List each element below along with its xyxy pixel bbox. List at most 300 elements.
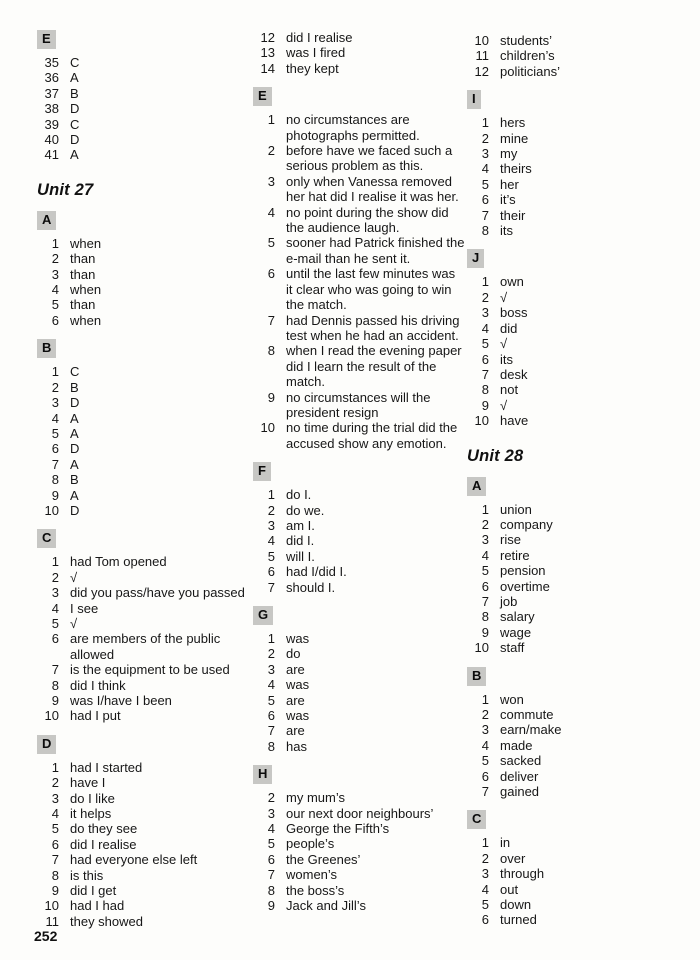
answer-column-left bbox=[37, 0, 249, 930]
answer-number: 1 bbox=[481, 835, 489, 851]
answer-number: 4 bbox=[481, 881, 489, 897]
answer-number: 7 bbox=[267, 579, 275, 595]
answer-text: when I read the evening paper did I learn the result of the match. bbox=[286, 343, 462, 390]
answer-number: 11 bbox=[45, 913, 59, 929]
answer-item bbox=[467, 835, 681, 850]
answer-item bbox=[37, 441, 249, 456]
answer-item bbox=[37, 554, 249, 569]
answer-number: 10 bbox=[44, 502, 59, 518]
answer-number: 2 bbox=[267, 143, 275, 159]
answer-number: 7 bbox=[267, 867, 275, 883]
answer-item bbox=[37, 760, 249, 775]
answer-item bbox=[37, 821, 249, 836]
answer-item bbox=[253, 580, 465, 595]
answer-text: salary bbox=[500, 609, 535, 625]
answer-text: company bbox=[500, 516, 553, 532]
answer-text: have bbox=[500, 413, 529, 429]
answer-item bbox=[253, 533, 465, 548]
answer-number: 37 bbox=[44, 85, 59, 101]
answer-number: 1 bbox=[267, 487, 275, 503]
answer-item bbox=[467, 784, 681, 799]
section-letter: B bbox=[467, 667, 486, 686]
answer-text: was I fired bbox=[286, 45, 346, 61]
answer-text: the Greenes’ bbox=[286, 851, 361, 867]
answer-number: 3 bbox=[481, 532, 489, 548]
answer-item bbox=[467, 352, 681, 367]
answer-number: 8 bbox=[51, 677, 59, 693]
answer-number: 1 bbox=[481, 274, 489, 290]
answer-text: do I like bbox=[70, 790, 115, 806]
answer-item bbox=[467, 625, 681, 640]
answer-text: no circumstances are photographs permitted. bbox=[286, 112, 420, 143]
answer-text: did I think bbox=[70, 677, 126, 693]
answer-number: 6 bbox=[51, 631, 59, 647]
answer-text: C bbox=[70, 364, 80, 380]
answer-number: 4 bbox=[267, 533, 275, 549]
answer-text: deliver bbox=[500, 768, 539, 784]
answer-number: 1 bbox=[481, 115, 489, 131]
section-letter: F bbox=[253, 462, 271, 481]
answer-list bbox=[37, 760, 249, 929]
answer-item bbox=[467, 146, 681, 161]
answer-item bbox=[253, 390, 465, 421]
section-letter: A bbox=[467, 477, 486, 496]
answer-number: 5 bbox=[267, 548, 275, 564]
answer-text: mine bbox=[500, 130, 529, 146]
answer-item bbox=[467, 548, 681, 563]
answer-item bbox=[467, 382, 681, 397]
answer-number: 10 bbox=[44, 708, 59, 724]
answer-item bbox=[467, 722, 681, 737]
answer-number: 6 bbox=[481, 192, 489, 208]
answer-list bbox=[253, 790, 465, 913]
answer-text: boss bbox=[500, 305, 528, 321]
answer-number: 2 bbox=[51, 569, 59, 585]
answer-text: children’s bbox=[500, 48, 555, 64]
answer-item bbox=[253, 852, 465, 867]
answer-text: do I. bbox=[286, 487, 312, 503]
answer-item bbox=[253, 235, 465, 266]
answer-list bbox=[253, 487, 465, 595]
answer-number: 7 bbox=[481, 593, 489, 609]
answer-text: D bbox=[70, 395, 80, 411]
answer-text: do we. bbox=[286, 502, 325, 518]
section-letter: I bbox=[467, 90, 481, 109]
answer-item bbox=[253, 420, 465, 451]
answer-text: the boss’s bbox=[286, 882, 345, 898]
answer-text: D bbox=[70, 101, 80, 117]
answer-number: 2 bbox=[267, 790, 275, 806]
answer-number: 2 bbox=[267, 646, 275, 662]
answer-text: when bbox=[70, 312, 102, 328]
answer-text: theirs bbox=[500, 161, 532, 177]
answer-text: in bbox=[500, 835, 511, 851]
answer-text: hers bbox=[500, 115, 526, 131]
answer-text: do they see bbox=[70, 821, 138, 837]
answer-item bbox=[37, 883, 249, 898]
answer-item bbox=[253, 143, 465, 174]
answer-text: had I/did I. bbox=[286, 564, 347, 580]
answer-text: when bbox=[70, 235, 102, 251]
answer-item bbox=[37, 101, 249, 116]
answer-number: 3 bbox=[267, 517, 275, 533]
answer-item bbox=[467, 398, 681, 413]
answer-text: out bbox=[500, 881, 519, 897]
answer-text: sacked bbox=[500, 753, 542, 769]
answer-item bbox=[37, 411, 249, 426]
answer-number: 6 bbox=[267, 266, 275, 282]
answer-text: overtime bbox=[500, 578, 550, 594]
answer-item bbox=[467, 502, 681, 517]
answer-number: 2 bbox=[481, 289, 489, 305]
answer-number: 1 bbox=[267, 112, 275, 128]
answer-item bbox=[467, 738, 681, 753]
answer-text: staff bbox=[500, 640, 525, 656]
answer-text: was bbox=[286, 631, 310, 646]
answer-list bbox=[467, 502, 681, 656]
section-header bbox=[467, 249, 681, 268]
unit-title: Unit 28 bbox=[467, 446, 524, 465]
answer-text: job bbox=[500, 593, 518, 609]
answer-item bbox=[253, 266, 465, 312]
answer-item bbox=[37, 488, 249, 503]
answer-item bbox=[467, 413, 681, 428]
answer-item bbox=[467, 161, 681, 176]
answer-item bbox=[467, 851, 681, 866]
answer-text: women’s bbox=[286, 867, 338, 883]
answer-text: their bbox=[500, 207, 526, 223]
answer-number: 14 bbox=[260, 60, 275, 76]
answer-text: has bbox=[286, 738, 307, 754]
answer-item bbox=[467, 866, 681, 881]
answer-number: 10 bbox=[44, 898, 59, 914]
answer-number: 9 bbox=[481, 397, 489, 413]
answer-number: 41 bbox=[44, 147, 59, 163]
answer-number: 6 bbox=[481, 351, 489, 367]
answer-number: 3 bbox=[481, 722, 489, 738]
unit-title: Unit 27 bbox=[37, 180, 94, 199]
answer-text: only when Vanessa removed her hat did I realise it was her. bbox=[286, 173, 459, 205]
section-letter: D bbox=[37, 735, 56, 754]
answer-number: 4 bbox=[267, 821, 275, 837]
section-header bbox=[467, 667, 681, 686]
answer-number: 8 bbox=[51, 867, 59, 883]
answer-text: until the last few minutes was it clear who was going to win the match. bbox=[286, 266, 456, 313]
answer-item bbox=[37, 616, 249, 631]
answer-text: commute bbox=[500, 707, 554, 722]
answer-number: 4 bbox=[481, 161, 489, 177]
answer-text: sooner had Patrick finished the e-mail than he sent it. bbox=[286, 235, 465, 266]
answer-number: 3 bbox=[51, 790, 59, 806]
answer-list bbox=[467, 835, 681, 927]
answer-number: 1 bbox=[481, 691, 489, 707]
answer-number: 5 bbox=[51, 297, 59, 313]
answer-text: √ bbox=[500, 289, 508, 305]
answer-text: do bbox=[286, 646, 301, 662]
answer-item bbox=[253, 112, 465, 143]
answer-item bbox=[37, 837, 249, 852]
section-header bbox=[37, 211, 249, 230]
answer-text: my mum’s bbox=[286, 790, 345, 806]
answer-text: no circumstances will the president resign bbox=[286, 389, 431, 420]
answer-number: 8 bbox=[481, 609, 489, 625]
answer-text: was I/have I been bbox=[70, 693, 172, 708]
answer-number: 6 bbox=[267, 851, 275, 867]
answer-item bbox=[37, 313, 249, 328]
answer-text: √ bbox=[500, 336, 508, 352]
answer-number: 1 bbox=[51, 759, 59, 775]
answer-number: 8 bbox=[267, 343, 275, 359]
answer-number: 10 bbox=[260, 420, 275, 436]
answer-number: 10 bbox=[474, 33, 489, 48]
answer-item bbox=[467, 305, 681, 320]
answer-text: are members of the public allowed bbox=[70, 631, 221, 662]
answer-text: are bbox=[286, 723, 305, 739]
answer-number: 5 bbox=[51, 821, 59, 837]
answer-number: 7 bbox=[481, 207, 489, 223]
answer-number: 5 bbox=[51, 425, 59, 441]
answer-text: own bbox=[500, 274, 524, 290]
answer-item bbox=[253, 867, 465, 882]
answer-item bbox=[37, 55, 249, 70]
answer-list bbox=[467, 33, 681, 79]
answer-item bbox=[253, 631, 465, 646]
answer-list bbox=[37, 55, 249, 163]
answer-column-middle bbox=[253, 0, 465, 915]
answer-item bbox=[37, 503, 249, 518]
answer-text: have I bbox=[70, 775, 106, 791]
answer-number: 4 bbox=[481, 547, 489, 563]
answer-text: am I. bbox=[286, 517, 315, 533]
answer-item bbox=[467, 223, 681, 238]
answer-item bbox=[467, 115, 681, 130]
answer-number: 8 bbox=[51, 472, 59, 488]
section-letter: B bbox=[37, 339, 56, 358]
answer-item bbox=[467, 753, 681, 768]
answer-item bbox=[253, 503, 465, 518]
section-header bbox=[253, 462, 465, 481]
answer-text: it’s bbox=[500, 192, 516, 208]
answer-text: √ bbox=[70, 569, 78, 585]
answer-number: 2 bbox=[481, 707, 489, 722]
answer-text: gained bbox=[500, 784, 540, 800]
answer-text: people’s bbox=[286, 836, 335, 852]
answer-text: will I. bbox=[286, 548, 315, 564]
answer-number: 2 bbox=[51, 251, 59, 267]
answer-number: 4 bbox=[481, 737, 489, 753]
answer-list bbox=[253, 30, 465, 76]
answer-item bbox=[253, 45, 465, 60]
answer-text: than bbox=[70, 251, 96, 267]
answer-number: 4 bbox=[267, 677, 275, 693]
answer-number: 2 bbox=[481, 516, 489, 532]
answer-text: A bbox=[70, 456, 79, 472]
answer-item bbox=[253, 205, 465, 236]
answer-item bbox=[37, 806, 249, 821]
answer-item bbox=[253, 518, 465, 533]
answer-item bbox=[253, 549, 465, 564]
answer-item bbox=[253, 662, 465, 677]
answer-text: wage bbox=[500, 624, 532, 640]
answer-number: 5 bbox=[481, 176, 489, 192]
section-letter: G bbox=[253, 606, 273, 625]
answer-list bbox=[253, 631, 465, 754]
answer-number: 9 bbox=[267, 389, 275, 405]
answer-list bbox=[37, 554, 249, 723]
answer-item bbox=[37, 868, 249, 883]
answer-number: 4 bbox=[51, 806, 59, 822]
answer-number: 6 bbox=[481, 768, 489, 784]
answer-item bbox=[37, 364, 249, 379]
answer-item bbox=[37, 147, 249, 162]
answer-item bbox=[467, 64, 681, 79]
answer-text: Jack and Jill’s bbox=[286, 898, 366, 914]
answer-text: B bbox=[70, 472, 79, 488]
answer-item bbox=[253, 723, 465, 738]
answer-text: union bbox=[500, 501, 532, 517]
answer-item bbox=[37, 86, 249, 101]
answer-number: 7 bbox=[51, 662, 59, 678]
answer-text: no point during the show did the audience laugh. bbox=[286, 204, 449, 236]
answer-item bbox=[37, 791, 249, 806]
section-letter: C bbox=[467, 810, 486, 829]
answer-text: was bbox=[286, 708, 310, 724]
answer-number: 3 bbox=[51, 395, 59, 411]
answer-item bbox=[467, 33, 681, 48]
answer-list bbox=[467, 692, 681, 800]
answer-item bbox=[467, 532, 681, 547]
answer-text: than bbox=[70, 266, 96, 282]
answer-item bbox=[37, 132, 249, 147]
answer-number: 1 bbox=[267, 631, 275, 646]
answer-number: 1 bbox=[51, 235, 59, 251]
answer-item bbox=[253, 174, 465, 205]
answer-number: 6 bbox=[267, 708, 275, 724]
answer-item bbox=[467, 208, 681, 223]
answer-item bbox=[253, 836, 465, 851]
answer-text: its bbox=[500, 223, 513, 239]
answer-item bbox=[37, 852, 249, 867]
answer-item bbox=[37, 693, 249, 708]
section-header bbox=[253, 765, 465, 784]
answer-item bbox=[37, 395, 249, 410]
answer-number: 6 bbox=[51, 441, 59, 457]
answer-item bbox=[467, 321, 681, 336]
answer-item bbox=[37, 426, 249, 441]
answer-text: its bbox=[500, 351, 513, 367]
answer-number: 6 bbox=[481, 578, 489, 594]
answer-item bbox=[467, 769, 681, 784]
answer-text: than bbox=[70, 297, 96, 313]
answer-item bbox=[467, 517, 681, 532]
answer-item bbox=[467, 594, 681, 609]
answer-text: earn/make bbox=[500, 722, 562, 738]
answer-item bbox=[467, 707, 681, 722]
answer-text: A bbox=[70, 410, 79, 426]
answer-number: 3 bbox=[51, 585, 59, 601]
section-header bbox=[467, 477, 681, 496]
answer-item bbox=[37, 70, 249, 85]
answer-item bbox=[253, 313, 465, 344]
answer-number: 1 bbox=[51, 554, 59, 570]
answer-number: 3 bbox=[267, 805, 275, 821]
section-header bbox=[37, 30, 249, 49]
answer-number: 9 bbox=[481, 624, 489, 640]
answer-number: 13 bbox=[260, 45, 275, 61]
answer-text: B bbox=[70, 379, 79, 395]
answer-item bbox=[467, 640, 681, 655]
answer-number: 6 bbox=[51, 836, 59, 852]
answer-text: did I. bbox=[286, 533, 315, 549]
answer-text: her bbox=[500, 176, 519, 192]
answer-number: 3 bbox=[481, 146, 489, 162]
answer-number: 3 bbox=[267, 173, 275, 189]
answer-item bbox=[37, 631, 249, 662]
answer-number: 4 bbox=[481, 320, 489, 336]
answer-item bbox=[467, 882, 681, 897]
section-header bbox=[253, 87, 465, 106]
answer-number: 2 bbox=[51, 379, 59, 395]
answer-text: no time during the trial did the accused show any emotion. bbox=[286, 420, 458, 451]
answer-number: 1 bbox=[481, 501, 489, 517]
answer-item bbox=[253, 806, 465, 821]
answer-item bbox=[467, 336, 681, 351]
page-number: 252 bbox=[34, 928, 58, 944]
answer-item bbox=[37, 601, 249, 616]
answer-text: I see bbox=[70, 600, 99, 616]
answer-item bbox=[37, 570, 249, 585]
answer-text: are bbox=[286, 692, 305, 708]
answer-item bbox=[37, 282, 249, 297]
section-letter: H bbox=[253, 765, 272, 784]
answer-item bbox=[253, 898, 465, 913]
answer-number: 3 bbox=[267, 661, 275, 677]
answer-item bbox=[37, 708, 249, 723]
answer-number: 5 bbox=[481, 563, 489, 579]
answer-list bbox=[253, 112, 465, 451]
answer-text: down bbox=[500, 897, 532, 913]
answer-number: 10 bbox=[474, 413, 489, 429]
answer-item bbox=[37, 297, 249, 312]
answer-number: 7 bbox=[51, 456, 59, 472]
answer-item bbox=[467, 912, 681, 927]
answer-number: 6 bbox=[51, 312, 59, 328]
answer-item bbox=[37, 251, 249, 266]
answer-text: did I realise bbox=[286, 30, 353, 45]
answer-text: George the Fifth’s bbox=[286, 821, 390, 837]
answer-item bbox=[37, 898, 249, 913]
answer-column-right bbox=[467, 0, 681, 929]
answer-item bbox=[467, 192, 681, 207]
answer-text: had Tom opened bbox=[70, 554, 167, 570]
answer-text: √ bbox=[70, 615, 78, 631]
answer-text: did you pass/have you passed bbox=[70, 585, 245, 601]
answer-item bbox=[253, 739, 465, 754]
answer-text: did bbox=[500, 320, 518, 336]
answer-item bbox=[37, 472, 249, 487]
answer-text: is this bbox=[70, 867, 104, 883]
answer-number: 9 bbox=[51, 883, 59, 899]
section-header bbox=[467, 810, 681, 829]
answer-item bbox=[37, 678, 249, 693]
answer-number: 10 bbox=[474, 640, 489, 656]
answer-list bbox=[37, 364, 249, 518]
answer-item bbox=[253, 30, 465, 45]
answer-item bbox=[467, 177, 681, 192]
answer-text: over bbox=[500, 850, 526, 866]
answer-number: 7 bbox=[481, 784, 489, 800]
answer-text: C bbox=[70, 116, 80, 132]
